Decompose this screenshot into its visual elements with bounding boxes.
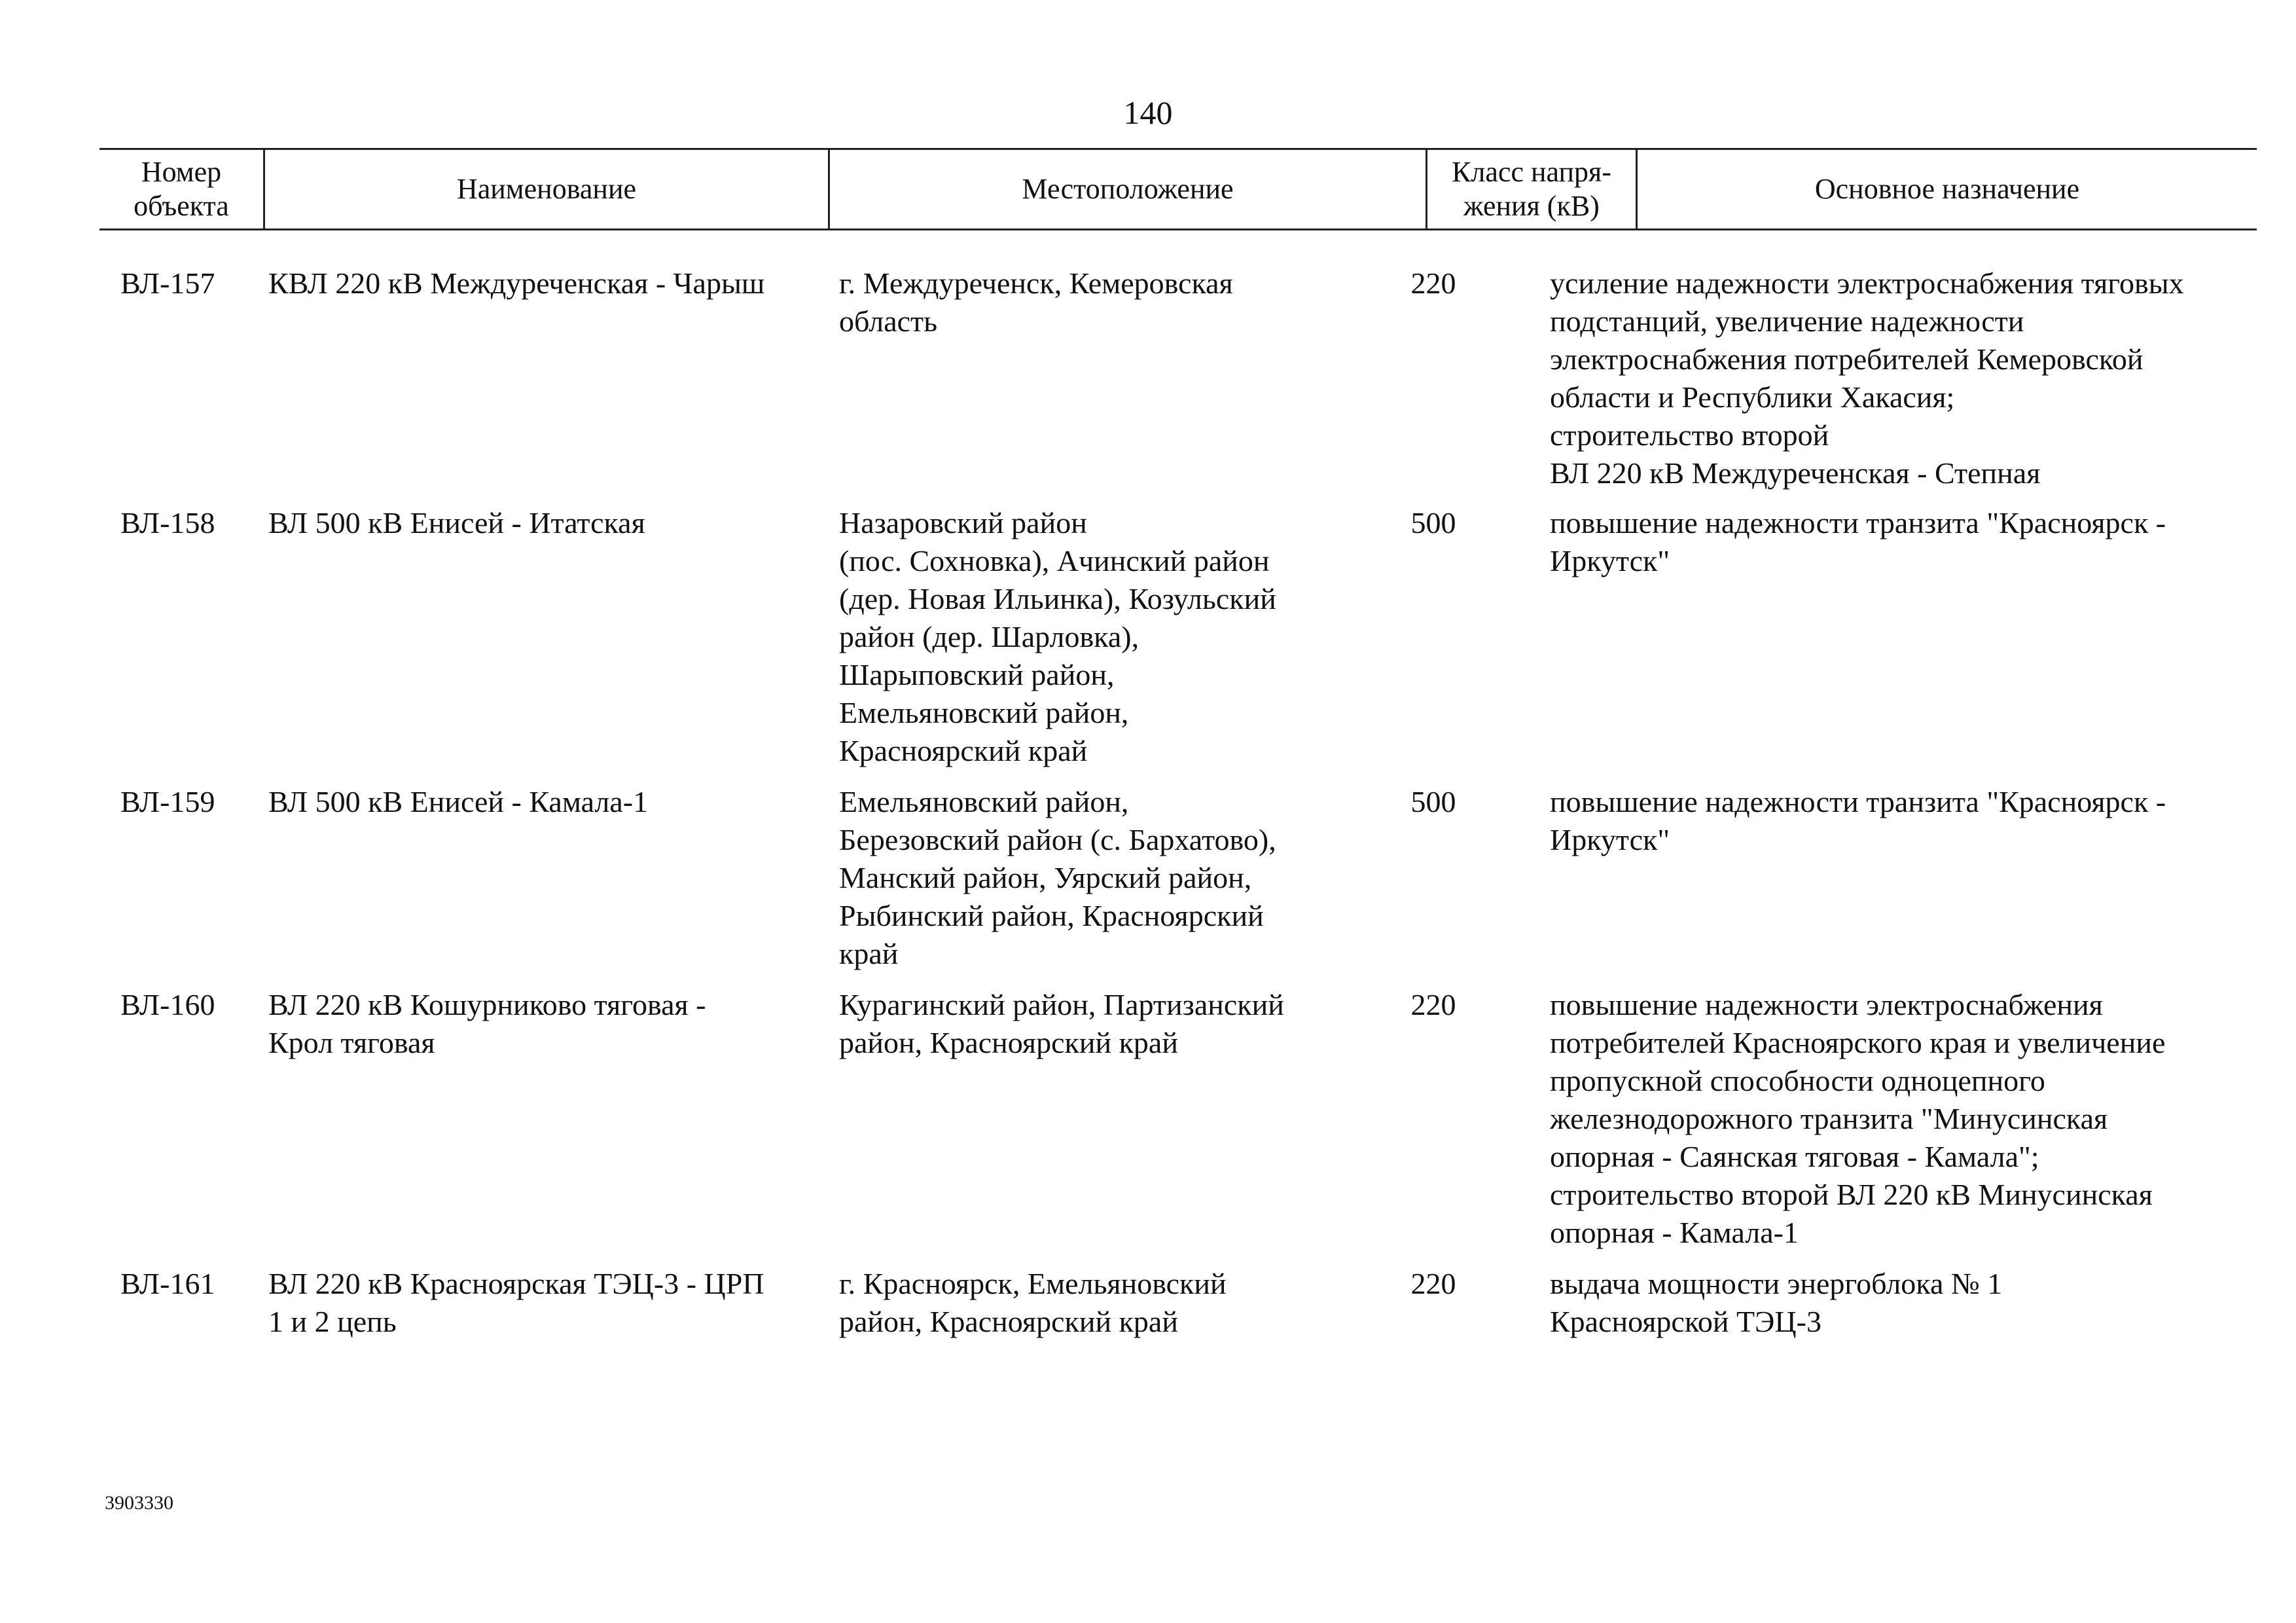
object-name: КВЛ 220 кВ Междуреченская - Чарыш <box>268 266 765 300</box>
object-number: ВЛ-160 <box>120 988 215 1021</box>
object-purpose: усиление надежности электроснабжения тяговых подстанций, увеличение надежности электроснабжения потребителей Кемеровской области и Республики Хакасия; строительство второй ВЛ 220 кВ Междуреченская - Степная <box>1550 266 2184 490</box>
object-voltage: 220 <box>1410 1267 1456 1300</box>
object-name: ВЛ 220 кВ Кошурниково тяговая - Крол тяговая <box>268 988 706 1059</box>
header-location: Местоположение <box>1022 173 1234 205</box>
object-name: ВЛ 500 кВ Енисей - Итатская <box>268 506 645 539</box>
object-number: ВЛ-157 <box>120 266 215 300</box>
object-purpose: повышение надежности транзита "Красноярск - Иркутск" <box>1550 506 2166 577</box>
object-name: ВЛ 500 кВ Енисей - Камала-1 <box>268 785 649 818</box>
object-voltage: 220 <box>1410 988 1456 1021</box>
document-code: 3903330 <box>105 1492 173 1514</box>
object-purpose: повышение надежности транзита "Красноярск - Иркутск" <box>1550 785 2166 856</box>
header-name: Наименование <box>456 173 637 205</box>
object-location: г. Красноярск, Емельяновский район, Красноярский край <box>839 1267 1227 1338</box>
object-purpose: выдача мощности энергоблока № 1 Красноярской ТЭЦ-3 <box>1550 1267 2003 1338</box>
object-name: ВЛ 220 кВ Красноярская ТЭЦ-3 - ЦРП 1 и 2 цепь <box>268 1267 764 1338</box>
header-number: Номер объекта <box>134 156 229 222</box>
object-number: ВЛ-161 <box>120 1267 215 1300</box>
object-number: ВЛ-159 <box>120 785 215 818</box>
page-number: 140 <box>1123 94 1173 131</box>
object-location: Емельяновский район, Березовский район (с. Бархатово), Манский район, Уярский район, Рыбинский район, Красноярский край <box>839 785 1276 970</box>
table-header <box>99 148 2257 230</box>
header-purpose: Основное назначение <box>1814 173 2080 205</box>
object-location: Курагинский район, Партизанский район, Красноярский край <box>839 988 1284 1059</box>
object-voltage: 500 <box>1410 785 1456 818</box>
object-voltage: 220 <box>1410 266 1456 300</box>
object-purpose: повышение надежности электроснабжения потребителей Красноярского края и увеличение пропускной способности одноцепного железнодорожного транзита "Минусинская опорная - Саянская тяговая - Камала"; строительство второй ВЛ 220 кВ Минусинская опорная - Камала-1 <box>1550 988 2166 1249</box>
object-voltage: 500 <box>1410 506 1456 539</box>
object-location: Назаровский район (пос. Сохновка), Ачинский район (дер. Новая Ильинка), Козульский район (дер. Шарловка), Шарыповский район, Емельяновский район, Красноярский край <box>839 506 1276 767</box>
object-location: г. Междуреченск, Кемеровская область <box>839 266 1233 338</box>
header-voltage: Класс напря- жения (кВ) <box>1452 156 1611 222</box>
object-number: ВЛ-158 <box>120 506 215 539</box>
